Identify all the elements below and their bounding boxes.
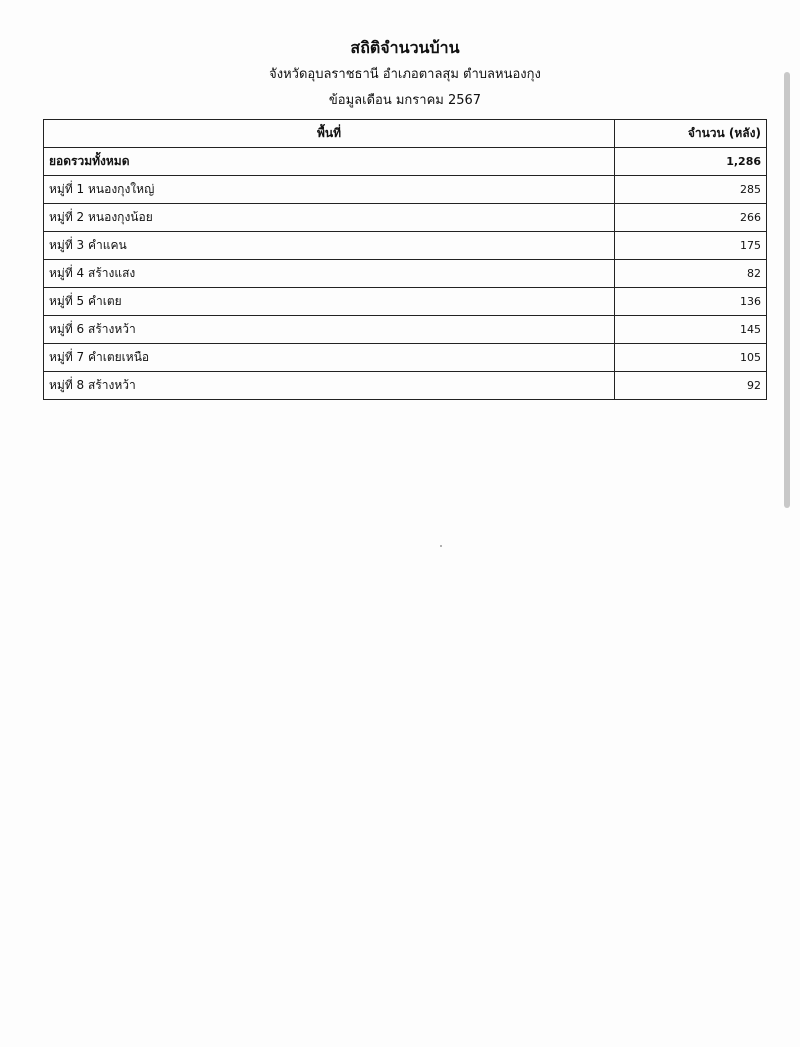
row-count: 136: [615, 288, 767, 316]
vertical-scrollbar[interactable]: [784, 72, 790, 508]
table-row: [44, 260, 767, 288]
total-value: 1,286: [615, 148, 767, 176]
table-row: [44, 232, 767, 260]
row-area: หมู่ที่ 4 สร้างแสง: [44, 260, 615, 288]
table-row: [44, 344, 767, 372]
scan-speck: [440, 545, 442, 547]
row-area: หมู่ที่ 6 สร้างหว้า: [44, 316, 615, 344]
row-count: 92: [615, 372, 767, 400]
row-count: 82: [615, 260, 767, 288]
row-area: หมู่ที่ 8 สร้างหว้า: [44, 372, 615, 400]
row-area: หมู่ที่ 7 คำเตยเหนือ: [44, 344, 615, 372]
document-title: สถิติจำนวนบ้าน: [350, 38, 460, 57]
table-row: [44, 372, 767, 400]
row-count: 145: [615, 316, 767, 344]
header-area: พื้นที่: [44, 120, 615, 148]
header-count: จำนวน (หลัง): [615, 120, 767, 148]
table-total-row: [44, 148, 767, 176]
row-count: 105: [615, 344, 767, 372]
row-count: 285: [615, 176, 767, 204]
row-count: 266: [615, 204, 767, 232]
table-row: [44, 176, 767, 204]
row-area: หมู่ที่ 5 คำเตย: [44, 288, 615, 316]
row-count: 175: [615, 232, 767, 260]
table-header-row: [44, 120, 767, 148]
document-subtitle: จังหวัดอุบลราชธานี อำเภอตาลสุม ตำบลหนองกุง: [269, 67, 541, 82]
total-label: ยอดรวมทั้งหมด: [44, 148, 615, 176]
table-row: [44, 288, 767, 316]
table-row: [44, 204, 767, 232]
house-statistics-table: [43, 119, 767, 400]
table-row: [44, 316, 767, 344]
row-area: หมู่ที่ 2 หนองกุงน้อย: [44, 204, 615, 232]
document-date-line: ข้อมูลเดือน มกราคม 2567: [328, 93, 482, 108]
row-area: หมู่ที่ 3 คำแคน: [44, 232, 615, 260]
row-area: หมู่ที่ 1 หนองกุงใหญ่: [44, 176, 615, 204]
